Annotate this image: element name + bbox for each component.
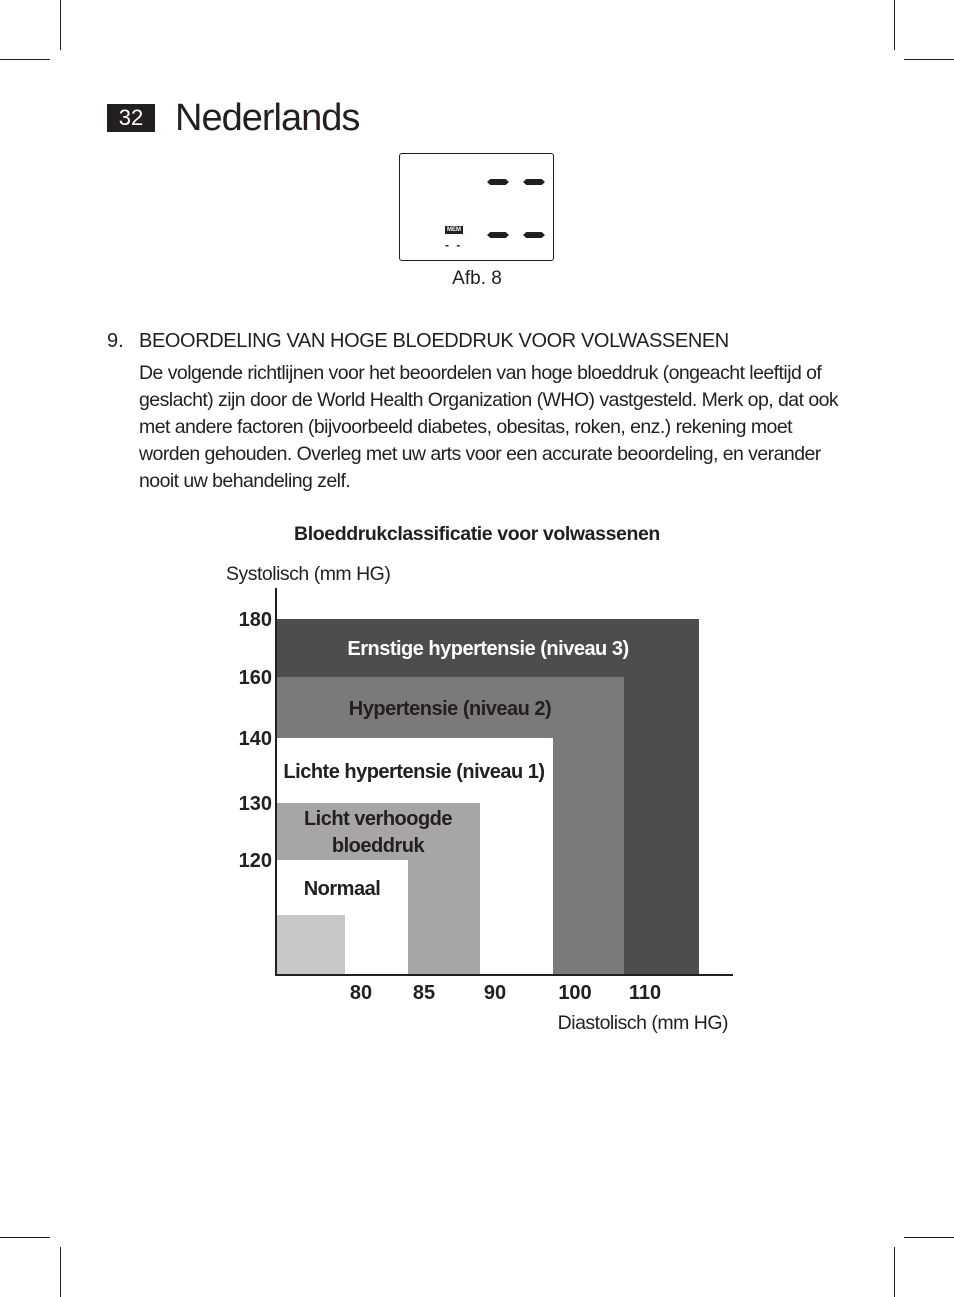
- region-label: Ernstige hypertensie (niveau 3): [347, 638, 629, 660]
- mem-indicator: MEM: [447, 227, 461, 233]
- x-axis-label: Diastolisch (mm HG): [557, 1012, 728, 1034]
- y-tick-label: 130: [238, 793, 272, 815]
- lcd-dashes: - -: [445, 238, 463, 252]
- figure-caption: Afb. 8: [452, 268, 502, 289]
- y-tick-label: 120: [238, 850, 272, 872]
- section-number: 9.: [107, 330, 124, 352]
- chart-title: Bloeddrukclassificatie voor volwassenen: [294, 523, 660, 545]
- x-tick-label: 90: [483, 982, 507, 1004]
- section-title: BEOORDELING VAN HOGE BLOEDDRUK VOOR VOLWASSENEN: [139, 330, 729, 352]
- y-tick-label: 140: [238, 728, 272, 750]
- page-number: 32: [107, 104, 155, 132]
- y-axis-label: Systolisch (mm HG): [226, 563, 391, 585]
- y-tick-label: 160: [238, 667, 272, 689]
- chart-region: [276, 915, 345, 975]
- region-label: Normaal: [303, 878, 381, 900]
- region-label: Lichte hypertensie (niveau 1): [283, 761, 545, 783]
- x-tick-label: 100: [558, 982, 592, 1004]
- x-tick-label: 80: [349, 982, 373, 1004]
- section-body: De volgende richtlijnen voor het beoordelen van hoge bloeddruk (ongeacht leeftijd of geslacht) zijn door de World Health Organization (WHO) vastgesteld. Merk op, dat ook met andere factoren (bijvoorbeeld diabetes, obesitas, roken, enz.) rekening moet worden gehouden. Overleg met uw arts voor een accurate beoordeling, en verander nooit uw behandeling zelf.: [139, 362, 839, 492]
- x-tick-label: 110: [628, 982, 662, 1004]
- region-label: Hypertensie (niveau 2): [348, 698, 552, 720]
- region-label: Licht verhoogde: [303, 808, 453, 830]
- y-tick-label: 180: [238, 609, 272, 631]
- region-label: bloeddruk: [331, 835, 425, 857]
- page-title: Nederlands: [175, 97, 360, 139]
- x-tick-label: 85: [412, 982, 436, 1004]
